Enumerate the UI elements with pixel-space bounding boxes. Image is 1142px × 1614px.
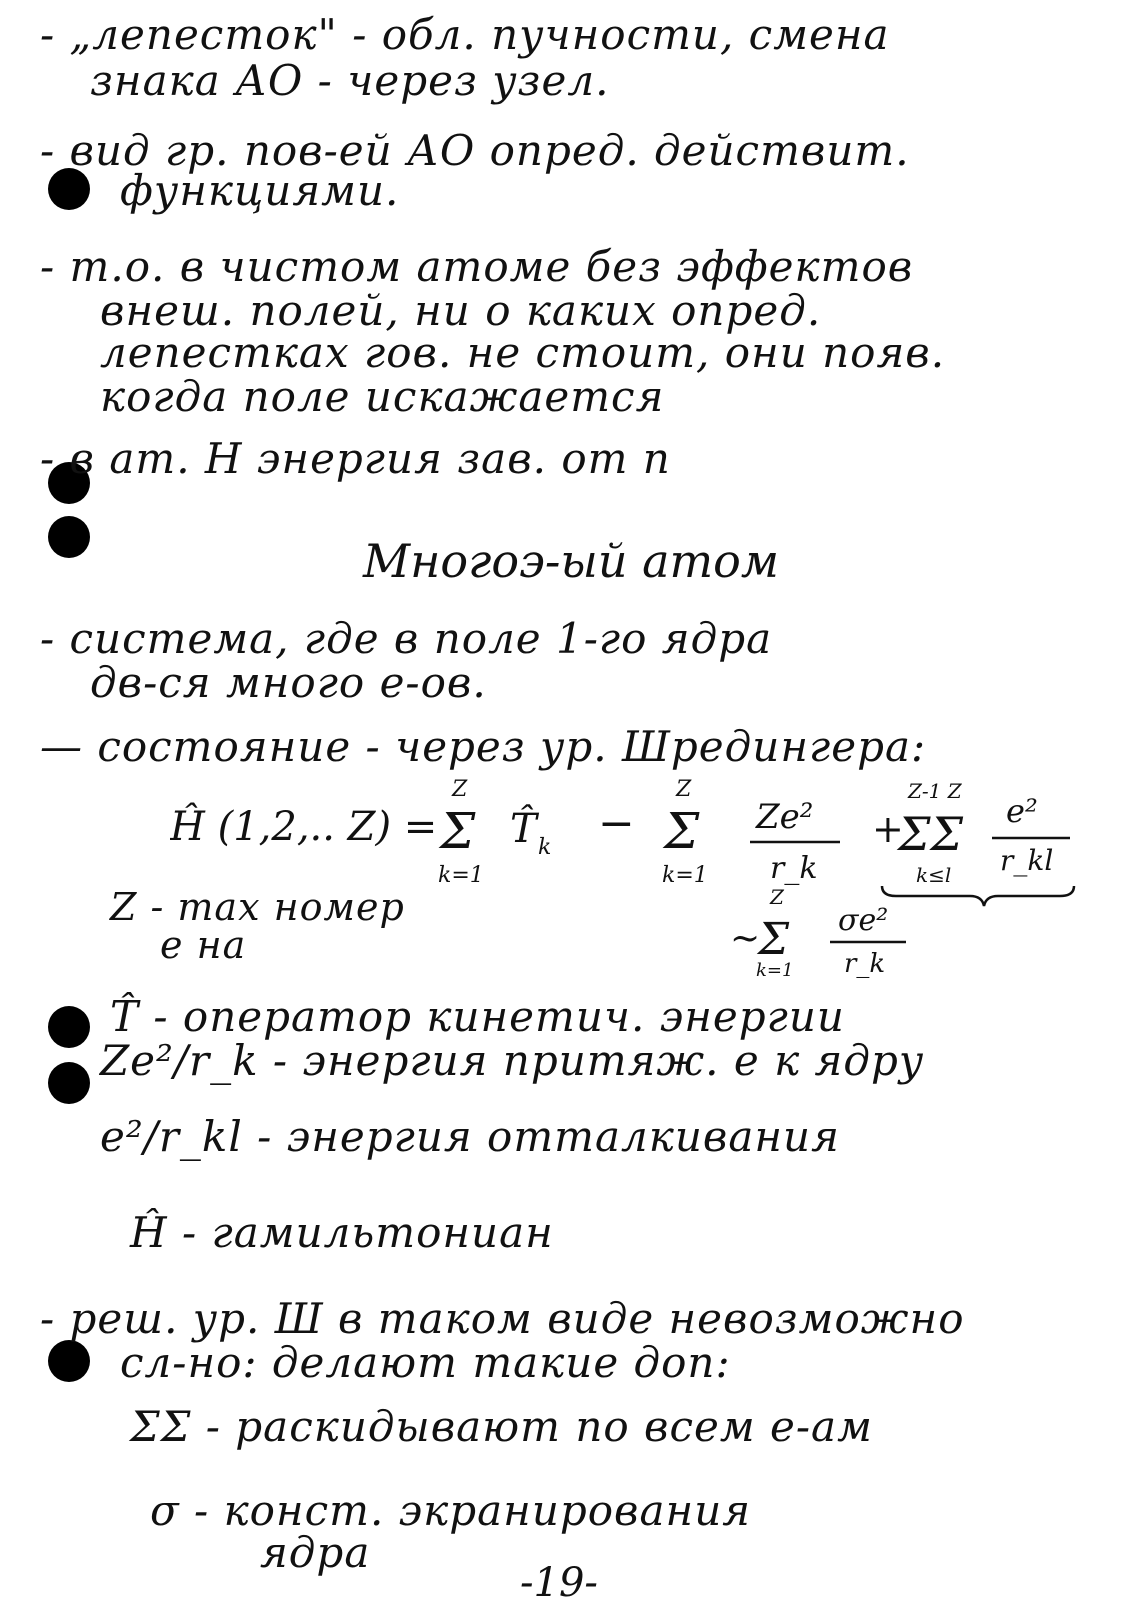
term1-sub: k xyxy=(538,835,552,860)
sum2: Σ xyxy=(664,802,700,860)
note-line: T̂ - оператор кинетич. энергии xyxy=(110,992,845,1041)
note-line: знака АО - через узел. xyxy=(90,56,610,105)
sum3: ΣΣ xyxy=(898,807,964,861)
frac3-den: r_kl xyxy=(1000,844,1054,877)
binder-hole xyxy=(48,1062,90,1104)
frac4-den: r_k xyxy=(844,949,886,978)
sum3-bottom: k≤l xyxy=(916,863,952,887)
note-line: ядра xyxy=(260,1528,371,1577)
sum2-bottom: k=1 xyxy=(662,863,708,888)
note-line: — состояние - через ур. Шредингера: xyxy=(40,722,927,771)
note-line: - реш. ур. Ш в таком виде невозможно xyxy=(40,1294,965,1343)
note-line: - вид гр. пов-ей АО опред. действит. xyxy=(40,126,910,175)
note-line: сл-но: делают такие доп: xyxy=(120,1338,731,1387)
sum1-top: Z xyxy=(452,778,468,802)
frac4-num: σe² xyxy=(838,903,889,938)
note-line: лепестках гов. не стоит, они появ. xyxy=(100,328,946,377)
note-line: σ - конст. экранирования xyxy=(150,1486,752,1535)
sum4: Σ xyxy=(758,914,790,965)
binder-hole xyxy=(48,1340,90,1382)
term1: T̂ xyxy=(510,806,537,852)
section-heading: Многоэ-ый атом xyxy=(363,534,779,588)
minus-sign: − xyxy=(598,798,635,849)
note-line: - в ат. Н энергия зав. от n xyxy=(40,434,671,483)
binder-hole xyxy=(48,1006,90,1048)
note-line: дв-ся много е-ов. xyxy=(90,658,487,707)
sum4-top: Z xyxy=(770,885,784,909)
note-line: - система, где в поле 1-го ядра xyxy=(40,614,773,663)
note-line: - т.о. в чистом атоме без эффектов xyxy=(40,242,914,291)
note-line: функциями. xyxy=(120,166,400,215)
note-line: когда поле искажается xyxy=(100,372,665,421)
plus-sign: + xyxy=(872,807,904,851)
approx-sign: ~ xyxy=(730,918,761,959)
note-line: Ze²/r_k - энергия притяж. е к ядру xyxy=(100,1036,925,1085)
note-line: Z - max номер xyxy=(110,885,405,929)
formula-lhs: Ĥ (1,2,.. Z) = xyxy=(170,804,438,850)
note-line: e²/r_kl - энергия отталкивания xyxy=(100,1112,840,1161)
note-line: - „лепесток" - обл. пучности, смена xyxy=(40,10,890,59)
frac3-num: e² xyxy=(1006,792,1038,830)
sum4-bottom: k=1 xyxy=(756,960,794,978)
note-line: е на xyxy=(160,923,247,967)
sum1: Σ xyxy=(440,802,476,860)
sum2-top: Z xyxy=(676,778,692,802)
note-line: внеш. полей, ни о каких опред. xyxy=(100,286,822,335)
page-number: -19- xyxy=(520,1560,598,1606)
note-line: ΣΣ - раскидывают по всем е-ам xyxy=(130,1402,873,1451)
frac2-num: Ze² xyxy=(756,797,814,837)
sum1-bottom: k=1 xyxy=(438,863,484,888)
note-line: Ĥ - гамильтониан xyxy=(130,1208,554,1257)
frac2-den: r_k xyxy=(770,851,818,886)
sum3-top: Z-1 Z xyxy=(908,779,962,803)
